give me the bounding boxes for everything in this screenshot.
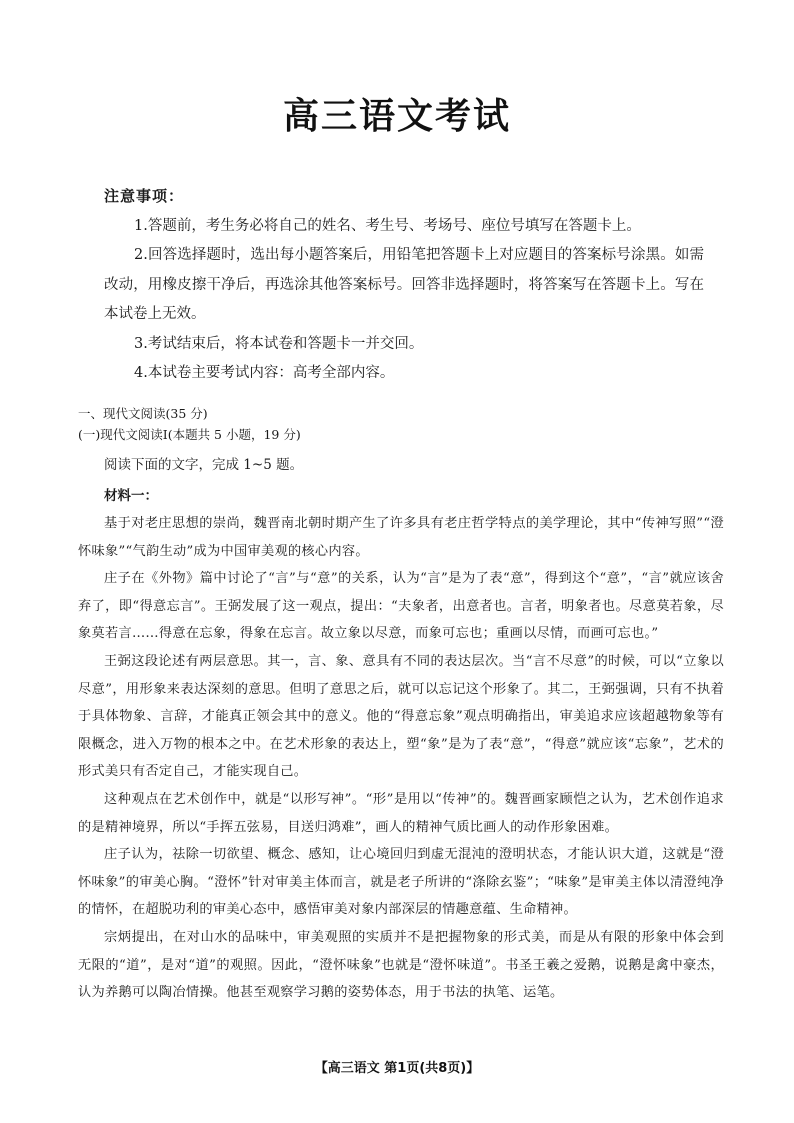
section-title: 一、现代文阅读(35 分) bbox=[78, 406, 208, 421]
notice-heading: 注意事项： bbox=[104, 187, 185, 205]
notice-block bbox=[104, 182, 704, 389]
paragraph: 庄子认为，祛除一切欲望、概念、感知，让心境回归到虚无混沌的澄明状态，才能认识大道，这就是“澄怀味象”的审美心胸。“澄怀”针对审美主体而言，就是老子所讲的“涤除玄鉴”；“味象”是审美主体以清澄纯净的情怀，在超脱功利的审美心态中，感悟审美对象内部深层的情趣意蕴、生命精神。 bbox=[78, 847, 724, 918]
notice-item-2: 2.回答选择题时，选出每小题答案后，用铅笔把答题卡上对应题目的答案标号涂黑。如需改动，用橡皮擦干净后，再选涂其他答案标号。回答非选择题时，将答案写在答题卡上。写在本试卷上无效。 bbox=[104, 247, 704, 322]
notice-item-4: 4.本试卷主要考试内容：高考全部内容。 bbox=[134, 365, 395, 381]
exam-title: 高三语文考试 bbox=[282, 96, 511, 137]
section-subtitle: (一)现代文阅读Ⅰ(本题共 5 小题，19 分) bbox=[78, 427, 301, 442]
page-footer: 【高三语文 第1页(共8页)】 bbox=[314, 1061, 480, 1076]
material-body bbox=[78, 510, 724, 1007]
paragraph: 基于对老庄思想的崇尚，魏晋南北朝时期产生了许多具有老庄哲学特点的美学理论，其中“传神写照”“澄怀味象”“气韵生动”成为中国审美观的核心内容。 bbox=[78, 516, 724, 559]
paragraph: 宗炳提出，在对山水的品味中，审美观照的实质并不是把握物象的形式美，而是从有限的形象中体会到无限的“道”，是对“道”的观照。因此，“澄怀味象”也就是“澄怀味道”。书圣王羲之爱鹅，说鹅是禽中豪杰，认为养鹅可以陶冶情操。他甚至观察学习鹅的姿势体态，用于书法的执笔、运笔。 bbox=[78, 929, 724, 1001]
material-heading: 材料一： bbox=[104, 488, 158, 504]
paragraph: 王弼这段论述有两层意思。其一，言、象、意具有不同的表达层次。当“言不尽意”的时候，可以“立象以尽意”，用形象来表达深刻的意思。但明了意思之后，就可以忘记这个形象了。其二，王弼强调，只有不执着于具体物象、言辞，才能真正领会其中的意义。他的“得意忘象”观点明确指出，审美追求应该超越物象等有限概念，进入万物的根本之中。在艺术形象的表达上，塑“象”是为了表“意”，“得意”就应该“忘象”，艺术的形式美只有否定自己，才能实现自己。 bbox=[78, 653, 724, 780]
paragraph: 这种观点在艺术创作中，就是“以形写神”。“形”是用以“传神”的。魏晋画家顾恺之认为，艺术创作追求的是精神境界，所以“手挥五弦易，目送归鸿难”，画人的精神气质比画人的动作形象困难。 bbox=[78, 791, 724, 835]
reading-instruction: 阅读下面的文字，完成 1~5 题。 bbox=[104, 457, 304, 473]
notice-item-3: 3.考试结束后，将本试卷和答题卡一并交回。 bbox=[134, 335, 424, 352]
paragraph: 庄子在《外物》篇中讨论了“言”与“意”的关系，认为“言”是为了表“意”，得到这个“意”，“言”就应该舍弃了，即“得意忘言”。王弼发展了这一观点，提出：“夫象者，出意者也。言者，明象者也。尽意莫若象，尽象莫若言……得意在忘象，得象在忘言。故立象以尽意，而象可忘也；重画以尽情，而画可忘也。” bbox=[78, 571, 724, 642]
notice-item-1: 1.答题前，考生务必将自己的姓名、考生号、考场号、座位号填写在答题卡上。 bbox=[134, 217, 641, 234]
section-header bbox=[78, 403, 728, 445]
